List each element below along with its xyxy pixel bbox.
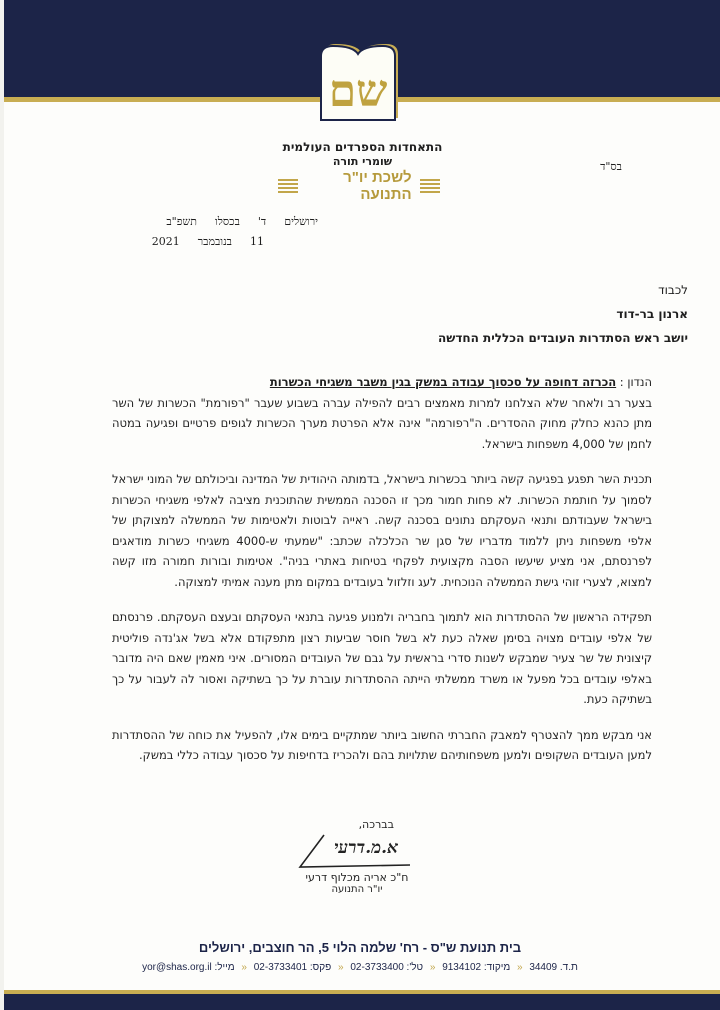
recipient-name: ארנון בר-דוד <box>616 307 688 321</box>
footer-zip: מיקוד: 9134102 <box>442 962 511 973</box>
svg-text:א.מ.דרעי: א.מ.דרעי <box>333 838 399 858</box>
date-year: 2021 <box>151 235 180 248</box>
footer-phone: טל': 02-3733400 <box>350 962 424 973</box>
chevron-icon: « <box>241 962 247 973</box>
date-year: תשפ"ב <box>166 215 197 228</box>
date-month: בנובמבר <box>197 235 232 248</box>
date-day: ד' <box>257 215 267 228</box>
recipient-block <box>438 278 688 350</box>
date-city: ירושלים <box>284 215 318 228</box>
letter-date <box>152 212 318 252</box>
letter-body <box>112 372 652 781</box>
chevron-icon: « <box>429 962 436 973</box>
closing-greeting: בברכה, <box>358 818 394 831</box>
decorative-lines-icon <box>420 179 440 193</box>
date-month: בכסלו <box>214 215 240 228</box>
paragraph: אני מבקש ממך להצטרף למאבק החברתי החשוב ביותר שמתקיים בימים אלו, להפעיל את כוחה של ההסתדרות למען העובדים השקופים ולמען משפחותיהם שתלויות בהם ולהכריז בדחיפות על סכסוך עבודה כללי במשק. <box>112 727 652 762</box>
footer-fax: פקס: 02-3733401 <box>253 962 332 973</box>
footer-email[interactable]: מייל: yor@shas.org.il <box>142 962 235 973</box>
footer-po-box: ת.ד. 34409 <box>529 962 578 973</box>
gregorian-date <box>152 232 318 252</box>
subject-line <box>112 372 652 393</box>
chevron-icon: « <box>338 962 344 973</box>
footer-navy-band <box>4 994 720 1010</box>
signature-block <box>292 818 422 895</box>
recipient-honorific: לכבוד <box>658 283 688 297</box>
svg-text:שם: שם <box>328 66 388 117</box>
office-title <box>278 169 440 203</box>
org-name: התאחדות הספרדים העולמית <box>282 140 443 154</box>
bsd-mark: בס"ד <box>600 160 622 173</box>
org-subtitle: שומרי תורה <box>332 155 393 168</box>
decorative-lines-icon <box>278 179 298 193</box>
footer-contacts <box>0 962 720 973</box>
paragraph: תפקידה הראשון של ההסתדרות הוא לתמוך בחבריה ולמנוע פגיעה בתנאי העסקתם ובעצם העסקתם. פרנסתם של אלפי עובדים מצויה בסימן שאלה כעת לא בשל חוסר שביעות רצון מתפקודם אלא בשל אג'נדה פוליטית קיצונית של שר צעיר שמבקש לשנות סדרי בראשית על גבם של העובדים המסורים. איני מאמין שאם היה מדובר באלפי עובדים בכל מפעל או משרד ממשלתי הייתה ההסתדרות עוברת על כך בשתיקה ואסור לה לעבור על כך בשתיקה כעת. <box>112 610 652 706</box>
recipient-title: יושב ראש הסתדרות העובדים הכללית החדשה <box>437 331 688 345</box>
chevron-icon: « <box>516 962 523 973</box>
footer-address: בית תנועת ש"ס - רח' שלמה הלוי 5, הר חוצבים, ירושלים <box>198 940 522 955</box>
signer-name: ח"כ אריה מכלוף דרעי <box>305 871 409 884</box>
office-title-text: לשכת יו"ר התנועה <box>343 169 412 203</box>
signer-role: יו"ר התנועה <box>331 884 383 895</box>
hebrew-date <box>152 212 318 232</box>
date-day: 11 <box>250 235 264 248</box>
paragraph: בצער רב ולאחר שלא הצלחנו למרות מאמצים רבים להפילה עברה בשבוע שעבר "רפורמת" הכשרות של השר מתן כהנא כחלק מחוק ההסדרים. ה"רפורמה" אינה אלא הפרטת מערך הכשרות לגופים פרטיים ופגיעה במטה לחמן של 4,000 משפחות בישראל. <box>112 395 652 451</box>
signature-icon <box>292 831 422 871</box>
subject-label: הנדון : <box>619 375 652 389</box>
paragraph: תכנית השר תפגע בפגיעה קשה ביותר בכשרות בישראל, בדמותה היהודית של המדינה וביכולתם של המוני ישראל לסמוך על חותמת הכשרות. לא פחות חמור מכך זו הסכנה הממשית שהתוכנית מציבה לאלפי משגיחי הכשרות בישראל שעבודתם ותנאי העסקתם נתונים בסכנה קשה. ראייה לבוטות ולאטימות של הממשלה למצוקתן של אלפי משפחות ניתן ללמוד מדבריו של סגן שר הכלכלה שכתב: "שמעתי ש-4000 משגיחי כשרות מודאגים לפרנסתם, אני מציע שיעשו הסבה מקצועית לפקחי בטיחות באתרי בניה". אטימות ובורות חמורה מזו קשה למצוא, לצערי זוהי גישת הממשלה הנוכחית. לעג וזלזול בעובדים במקום מתן מענה אמיתי למצוקה. <box>111 472 652 589</box>
handwritten-signature <box>292 831 422 869</box>
shas-logo-icon <box>318 40 404 124</box>
subject-title: הכרזה דחופה על סכסוך עבודה במשק בגין משבר משגיחי הכשרות <box>269 375 617 389</box>
